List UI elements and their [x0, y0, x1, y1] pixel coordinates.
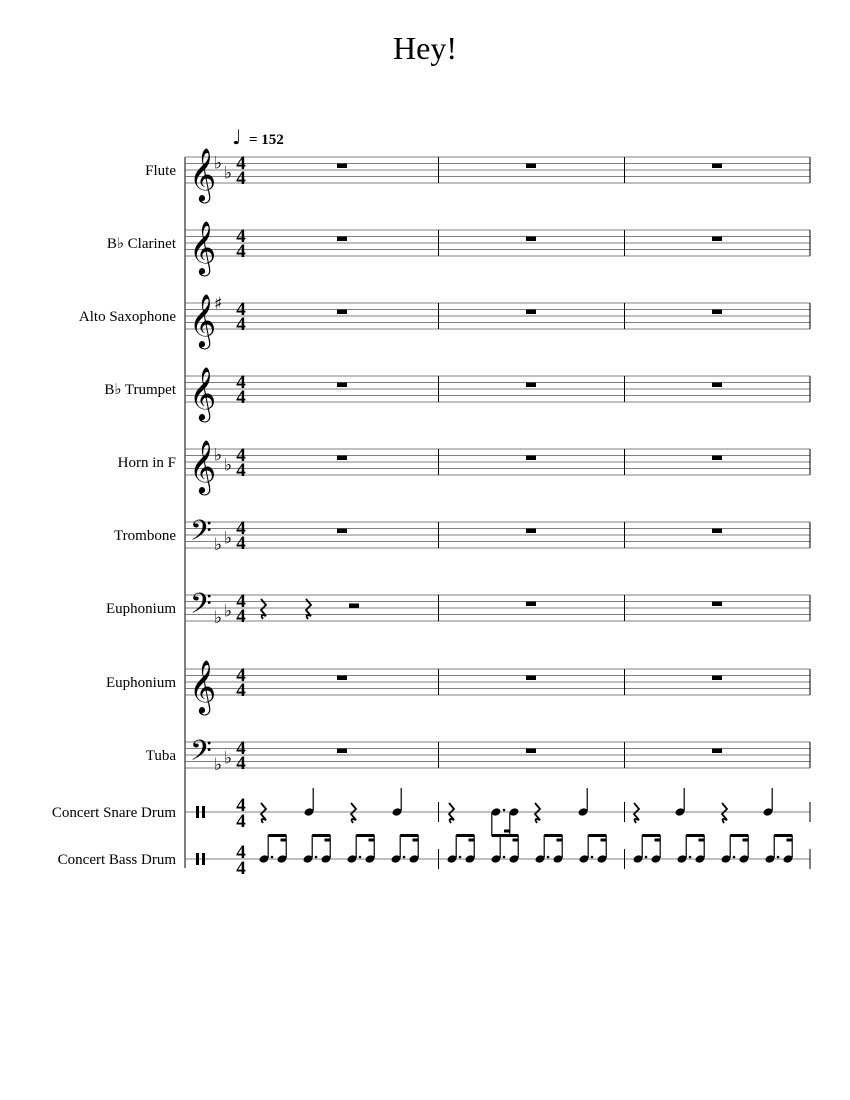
beam — [312, 834, 330, 837]
staff-bass-drum — [58, 834, 810, 879]
time-sig-top: 4 — [236, 518, 246, 539]
time-sig-top: 4 — [236, 842, 246, 863]
whole-rest — [712, 676, 722, 681]
key-flat-b: ♭ — [214, 153, 223, 174]
time-signature — [236, 795, 246, 832]
time-signature — [236, 665, 246, 701]
beam — [369, 839, 375, 842]
staff-4 — [104, 366, 810, 422]
whole-rest — [337, 676, 347, 681]
whole-rest — [526, 602, 536, 607]
instrument-name: B♭ Clarinet — [106, 236, 176, 252]
percussion-clef-bar — [202, 806, 205, 818]
time-signature — [236, 372, 246, 408]
key-flat-e: ♭ — [224, 748, 233, 769]
dot — [503, 856, 506, 859]
staff-1 — [145, 147, 810, 203]
whole-rest — [337, 529, 347, 534]
dot — [403, 856, 406, 859]
instrument-name: Concert Bass Drum — [57, 852, 176, 868]
key-flat-e: ♭ — [224, 601, 233, 622]
time-sig-bottom: 4 — [236, 314, 246, 335]
beam — [400, 834, 418, 837]
treble-clef-icon: 𝄞 — [189, 147, 217, 201]
time-sig-top: 4 — [236, 795, 246, 816]
instrument-name: Tuba — [145, 748, 176, 764]
beam — [743, 839, 749, 842]
dot — [547, 856, 550, 859]
beam — [413, 839, 419, 842]
staff-3 — [79, 293, 810, 349]
whole-rest — [526, 164, 536, 169]
beam — [544, 834, 562, 837]
key-flat-b: ♭ — [214, 535, 223, 555]
whole-rest — [526, 237, 536, 242]
time-sig-top: 4 — [236, 738, 246, 759]
instrument-name: Flute — [145, 163, 176, 179]
quarter-rest — [449, 803, 454, 823]
beam — [699, 839, 705, 842]
beam — [469, 839, 475, 842]
whole-rest — [526, 310, 536, 315]
staff-snare — [52, 788, 810, 837]
dot — [359, 856, 362, 859]
time-sig-bottom: 4 — [236, 680, 246, 701]
time-sig-top: 4 — [236, 153, 246, 174]
key-sharp-f: ♯ — [214, 294, 223, 314]
time-sig-bottom: 4 — [236, 753, 246, 774]
staff-6 — [114, 515, 810, 556]
dot — [315, 856, 318, 859]
whole-rest — [712, 749, 722, 754]
key-flat-b: ♭ — [214, 608, 223, 628]
time-signature — [236, 738, 246, 774]
time-sig-bottom: 4 — [236, 168, 246, 189]
staff-9 — [146, 735, 810, 776]
time-sig-bottom: 4 — [236, 811, 246, 832]
whole-rest — [526, 676, 536, 681]
time-signature — [236, 226, 246, 262]
staff-5 — [118, 439, 810, 495]
time-sig-bottom: 4 — [236, 606, 246, 627]
percussion-clef-bar — [196, 806, 199, 818]
whole-rest — [526, 383, 536, 388]
time-signature — [236, 591, 246, 627]
beam — [642, 834, 660, 837]
quarter-rest — [261, 803, 266, 823]
whole-rest — [712, 383, 722, 388]
quarter-rest — [306, 599, 311, 619]
beam — [500, 834, 518, 837]
instrument-name: Concert Snare Drum — [51, 805, 176, 821]
instrument-name: Trombone — [114, 528, 176, 544]
instrument-name: B♭ Trumpet — [104, 382, 176, 398]
beam — [601, 839, 607, 842]
instrument-name: Euphonium — [106, 601, 176, 617]
key-flat-e: ♭ — [224, 528, 233, 549]
whole-rest — [712, 164, 722, 169]
beam — [456, 834, 474, 837]
time-signature — [236, 153, 246, 189]
dot — [503, 809, 506, 812]
beam — [325, 839, 331, 842]
quarter-rest — [261, 599, 266, 619]
time-sig-bottom: 4 — [236, 387, 246, 408]
treble-clef-icon: 𝄞 — [189, 220, 217, 274]
bass-clef-icon: 𝄢 — [190, 734, 212, 775]
key-flat-e: ♭ — [224, 163, 233, 184]
beam — [504, 830, 510, 833]
time-sig-top: 4 — [236, 372, 246, 393]
staff-7 — [106, 588, 810, 629]
time-sig-bottom: 4 — [236, 533, 246, 554]
tempo-note-glyph: ♩ — [232, 125, 242, 149]
beam — [268, 834, 286, 837]
instrument-name: Horn in F — [117, 455, 176, 471]
time-signature — [236, 518, 246, 554]
whole-rest — [337, 164, 347, 169]
time-sig-bottom: 4 — [236, 241, 246, 262]
whole-rest — [526, 456, 536, 461]
staff-2 — [107, 220, 810, 276]
beam — [774, 834, 792, 837]
quarter-rest — [634, 803, 639, 823]
dot — [459, 856, 462, 859]
whole-rest — [712, 456, 722, 461]
beam — [557, 839, 563, 842]
treble-clef-icon: 𝄞 — [189, 366, 217, 420]
quarter-rest — [722, 803, 727, 823]
whole-rest — [337, 456, 347, 461]
dot — [689, 856, 692, 859]
dot — [645, 856, 648, 859]
bass-clef-icon: 𝄢 — [190, 514, 212, 555]
tempo-marking — [232, 125, 284, 149]
time-sig-top: 4 — [236, 665, 246, 686]
time-signature — [236, 299, 246, 335]
treble-clef-icon: 𝄞 — [189, 659, 217, 713]
whole-rest — [712, 529, 722, 534]
bass-clef-icon: 𝄢 — [190, 587, 212, 628]
beam — [356, 834, 374, 837]
instrument-name: Euphonium — [106, 675, 176, 691]
instrument-name: Alto Saxophone — [78, 309, 176, 325]
treble-clef-icon: 𝄞 — [189, 293, 217, 347]
whole-rest — [337, 237, 347, 242]
percussion-clef-bar — [196, 853, 199, 865]
tempo-text: = 152 — [249, 132, 284, 148]
whole-rest — [526, 529, 536, 534]
whole-rest — [526, 749, 536, 754]
beam — [730, 834, 748, 837]
whole-rest — [712, 602, 722, 607]
whole-rest — [712, 310, 722, 315]
beam — [686, 834, 704, 837]
beam — [588, 834, 606, 837]
whole-rest — [712, 237, 722, 242]
whole-rest — [337, 749, 347, 754]
whole-rest — [337, 310, 347, 315]
score-title: Hey! — [393, 30, 457, 66]
time-sig-top: 4 — [236, 299, 246, 320]
key-flat-e: ♭ — [224, 455, 233, 476]
key-flat-b: ♭ — [214, 445, 223, 466]
beam — [281, 839, 287, 842]
time-sig-bottom: 4 — [236, 460, 246, 481]
half-rest — [349, 604, 359, 609]
time-signature — [236, 842, 246, 879]
time-sig-top: 4 — [236, 445, 246, 466]
quarter-rest — [535, 803, 540, 823]
percussion-clef-bar — [202, 853, 205, 865]
dot — [733, 856, 736, 859]
whole-rest — [337, 383, 347, 388]
beam — [787, 839, 793, 842]
quarter-rest — [351, 803, 356, 823]
beam — [655, 839, 661, 842]
staff-8 — [106, 659, 810, 715]
dot — [271, 856, 274, 859]
treble-clef-icon: 𝄞 — [189, 439, 217, 493]
beam — [513, 839, 519, 842]
time-sig-bottom: 4 — [236, 858, 246, 879]
dot — [777, 856, 780, 859]
key-flat-b: ♭ — [214, 755, 223, 775]
time-signature — [236, 445, 246, 481]
time-sig-top: 4 — [236, 591, 246, 612]
time-sig-top: 4 — [236, 226, 246, 247]
dot — [591, 856, 594, 859]
